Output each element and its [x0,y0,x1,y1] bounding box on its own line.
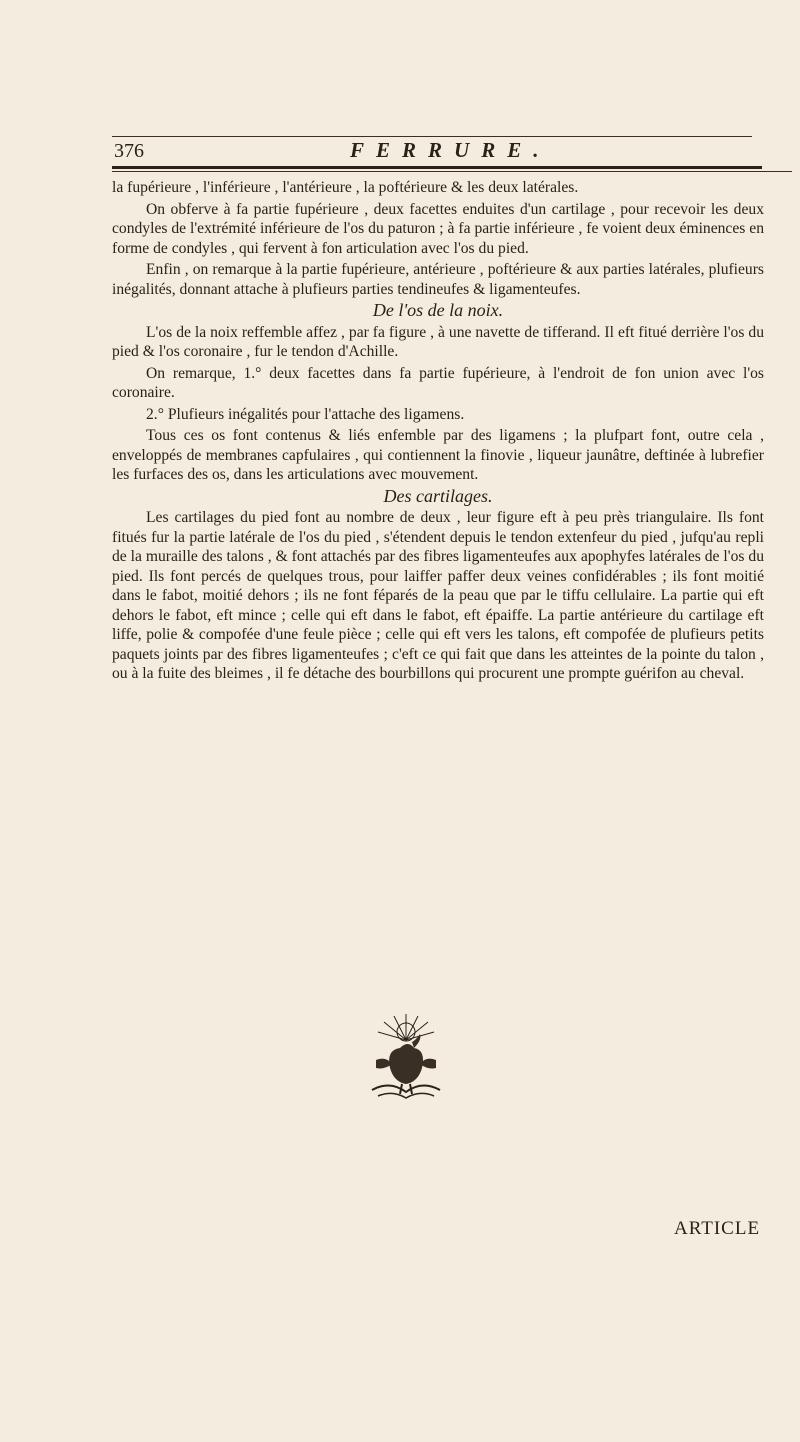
rooster-vignette-icon [356,1010,456,1110]
paragraph-7: Tous ces os font contenus & liés enfemble par des ligamens ; la plufpart font, outre cela , enveloppés de membranes capfulaires , qui contiennent la finovie , liqueur jaunâtre, deftinée à lubrefier les furfaces des os, dans les articulations avec mouvement. [112,427,764,483]
page-body [112,178,764,684]
page-number: 376 [114,140,144,162]
catchword: ARTICLE [674,1218,761,1239]
header-rule [112,166,762,169]
section-heading-cartilages: Des cartilages. [383,485,493,506]
paragraph-6: 2.° Plufieurs inégalités pour l'attache des ligamens. [146,405,465,423]
paragraph-4: L'os de la noix reffemble affez , par fa figure , à une navette de tifferand. Il eft fitué derrière l'os du pied & l'os coronaire , fur le tendon d'Achille. [112,323,764,360]
top-rule [112,136,752,137]
paragraph-1: la fupérieure , l'inférieure , l'antérieure , la poftérieure & les deux latérales. [112,179,579,196]
header-rule-thin [112,171,792,172]
paragraph-5: On remarque, 1.° deux facettes dans fa partie fupérieure, à l'endroit de fon union avec l'os coronaire. [112,364,764,401]
running-title: FERRURE. [350,138,551,162]
paragraph-8: Les cartilages du pied font au nombre de deux , leur figure eft à peu près triangulaire. Ils font fitués fur la partie latérale de l'os du pied , s'étendent depuis le tendon extenfeur du pied , jufqu'au repli de la muraille des talons , & font attachés par des fibres ligamenteufes aux apophyfes latérales de l'os du pied. Ils font percés de quelques trous, pour laiffer paffer deux veines confidérables ; ils font moitié dans le fabot, moitié dehors ; ils ne font féparés de la peau que par le tiffu cellulaire. La partie qui eft dehors le fabot, eft mince ; celle qui eft dans le fabot, eft épaiffe. La partie antérieure du cartilage eft liffe, polie & compofée d'une feule pièce ; celle qui eft vers les talons, eft compofée de plufieurs petits paquets joints par des fibres ligamenteufes ; c'eft ce qui fait que dans les atteintes de la pointe du talon , ou à la fuite des bleimes , il fe détache des bourbillons qui procurent une prompte guérifon au cheval. [112,509,764,682]
paragraph-2: On obferve à fa partie fupérieure , deux facettes enduites d'un cartilage , pour recevoir les deux condyles de l'extrémité inférieure de l'os du paturon ; à fa partie inférieure , fe voient deux éminences en forme de condyles , qui fervent à fon articulation avec l'os du pied. [112,200,764,257]
paragraph-3: Enfin , on remarque à la partie fupérieure, antérieure , poftérieure & aux parties latérales, plufieurs inégalités, donnant attache à plufieurs parties tendineufes & ligamenteufes. [112,261,764,298]
section-heading-noix: De l'os de la noix. [372,300,504,320]
